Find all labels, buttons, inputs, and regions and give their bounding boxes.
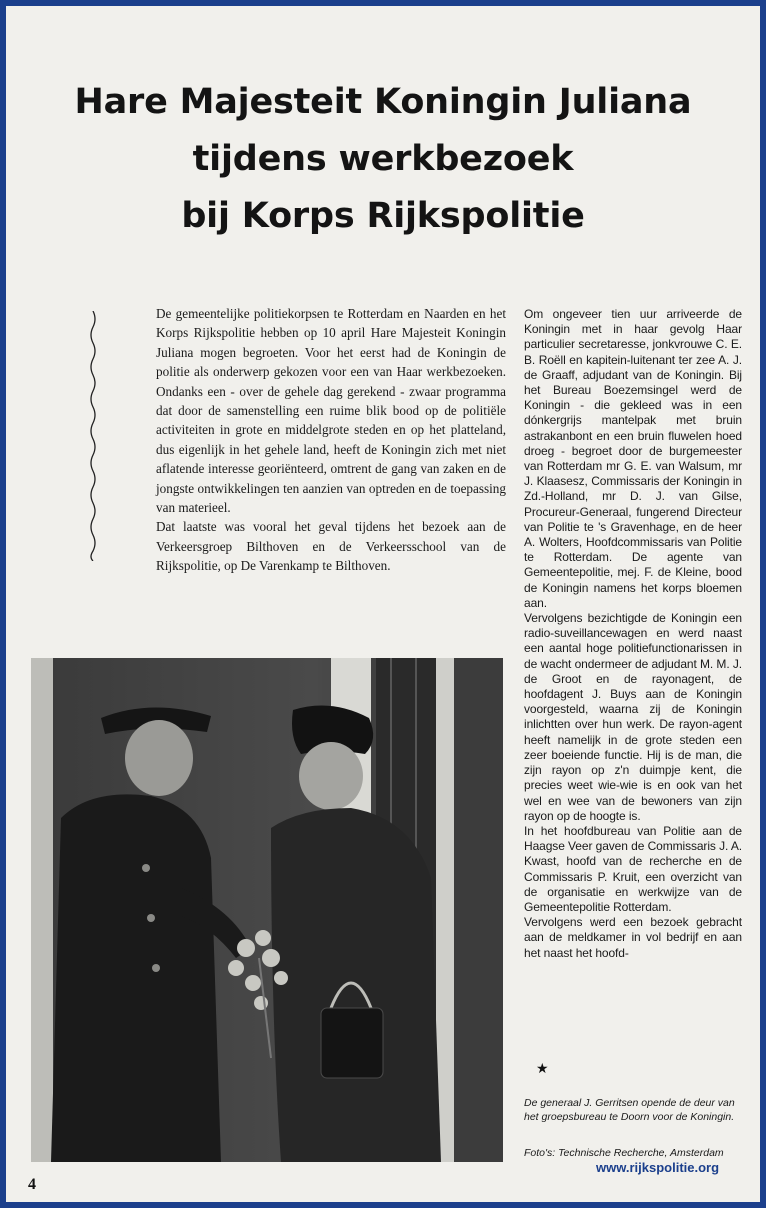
body-paragraph-4: Vervolgens werd een bezoek gebracht aan de meldkamer in vol bedrijf en aan het naast het hoofd- (524, 915, 742, 960)
separator-star: ★ (536, 1062, 549, 1077)
title-line-2: tijdens werkbezoek (192, 139, 574, 179)
article-title (6, 74, 760, 245)
body-paragraph-3: In het hoofdbureau van Politie aan de Haagse Veer gaven de Commissaris J. A. Kwast, hoofd van de recherche en de Commissaris P. Kruit, een overzicht van de organisatie en werkwijze van de Gemeentepolitie Rotterdam. (524, 823, 742, 914)
intro-text (156, 304, 506, 576)
decorative-squiggle (88, 311, 98, 561)
body-column (524, 307, 742, 961)
body-paragraph-1: Om ongeveer tien uur arriveerde de Koningin met in haar gevolg Haar particulier secretaresse, jonkvrouwe C. E. B. Roëll en kapitein-luitenant ter zee A. J. de Graaff, adjudant van de Koningin. Bij het Bureau Boezemsingel werd de Koningin - die gekleed was in een dónkergrijs mantelpak met bruin astrakanbont en een bruin fluwelen hoed droeg - begroet door de burgemeester van Rotterdam mr G. E. van Walsum, mr J. Klaasesz, Commissaris der Koningin in Zd.-Holland, mr D. J. van Gilse, Procureur-Generaal, fungerend Directeur van Politie te 's Gravenhage, en de heer A. Wolters, Hoofdcommissaris van Politie te Rotterdam. De agente van Gemeentepolitie, mej. F. de Kleine, bood de Koningin namens het korps bloemen aan. (524, 307, 742, 610)
title-line-3: bij Korps Rijkspolitie (181, 196, 585, 236)
title-line-1: Hare Majesteit Koningin Juliana (74, 82, 692, 122)
intro-paragraph-2: Dat laatste was vooral het geval tijdens het bezoek aan de Verkeersgroep Bilthoven en de Verkeersschool van de Rijkspolitie, op De Varenkamp te Bilthoven. (156, 519, 506, 574)
body-paragraph-2: Vervolgens bezichtigde de Koningin een radio-suveillancewagen en werd naast een aantal hoge politiefunctionarissen in de wacht ondermeer de adjudant M. M. J. de Groot en de rayonagent, de hoofdagent J. Buys aan de Koningin voorgesteld, waarna zij de Koningin inlichtten over hun werk. De rayon-agent heeft namelijk in de grote steden een zeer boeiende functie. Hij is de man, die zijn rayon op z'n duimpje kent, die precies weet wie-wie is en ook van het wel en wee van de bewoners van zijn rayon op de hoogte is. (524, 611, 742, 823)
photo-caption: De generaal J. Gerritsen opende de deur van het groepsbureau te Doorn voor de Koningin. (524, 1097, 735, 1123)
intro-paragraph-1: De gemeentelijke politiekorpsen te Rotterdam en Naarden en het Korps Rijkspolitie hebben op 10 april Hare Majesteit Koningin Juliana mogen begroeten. Voor het eerst had de Koningin de politie als onderwerp gekozen voor een van Haar werkbezoeken. Ondanks een - over de gehele dag gerekend - zwaar programma dat door de samenstelling een ruime blik bood op de politiële activiteiten in grote en middelgrote steden en op het platteland, dus eigenlijk in het gehele land, heeft de Koningin zich met niet aflatende interesse georiënteerd, omtrent de gang van zaken en de jongste ontwikkelingen ten aanzien van optreden en de toepassing van materieel. (156, 306, 506, 516)
photo-illustration (31, 658, 503, 1162)
photo-credit: Foto's: Technische Recherche, Amsterdam (524, 1147, 724, 1159)
magazine-page (6, 6, 760, 1202)
photo-queen-and-general (31, 658, 503, 1162)
page-number: 4 (28, 1176, 36, 1193)
website-watermark[interactable]: www.rijkspolitie.org (596, 1160, 720, 1175)
